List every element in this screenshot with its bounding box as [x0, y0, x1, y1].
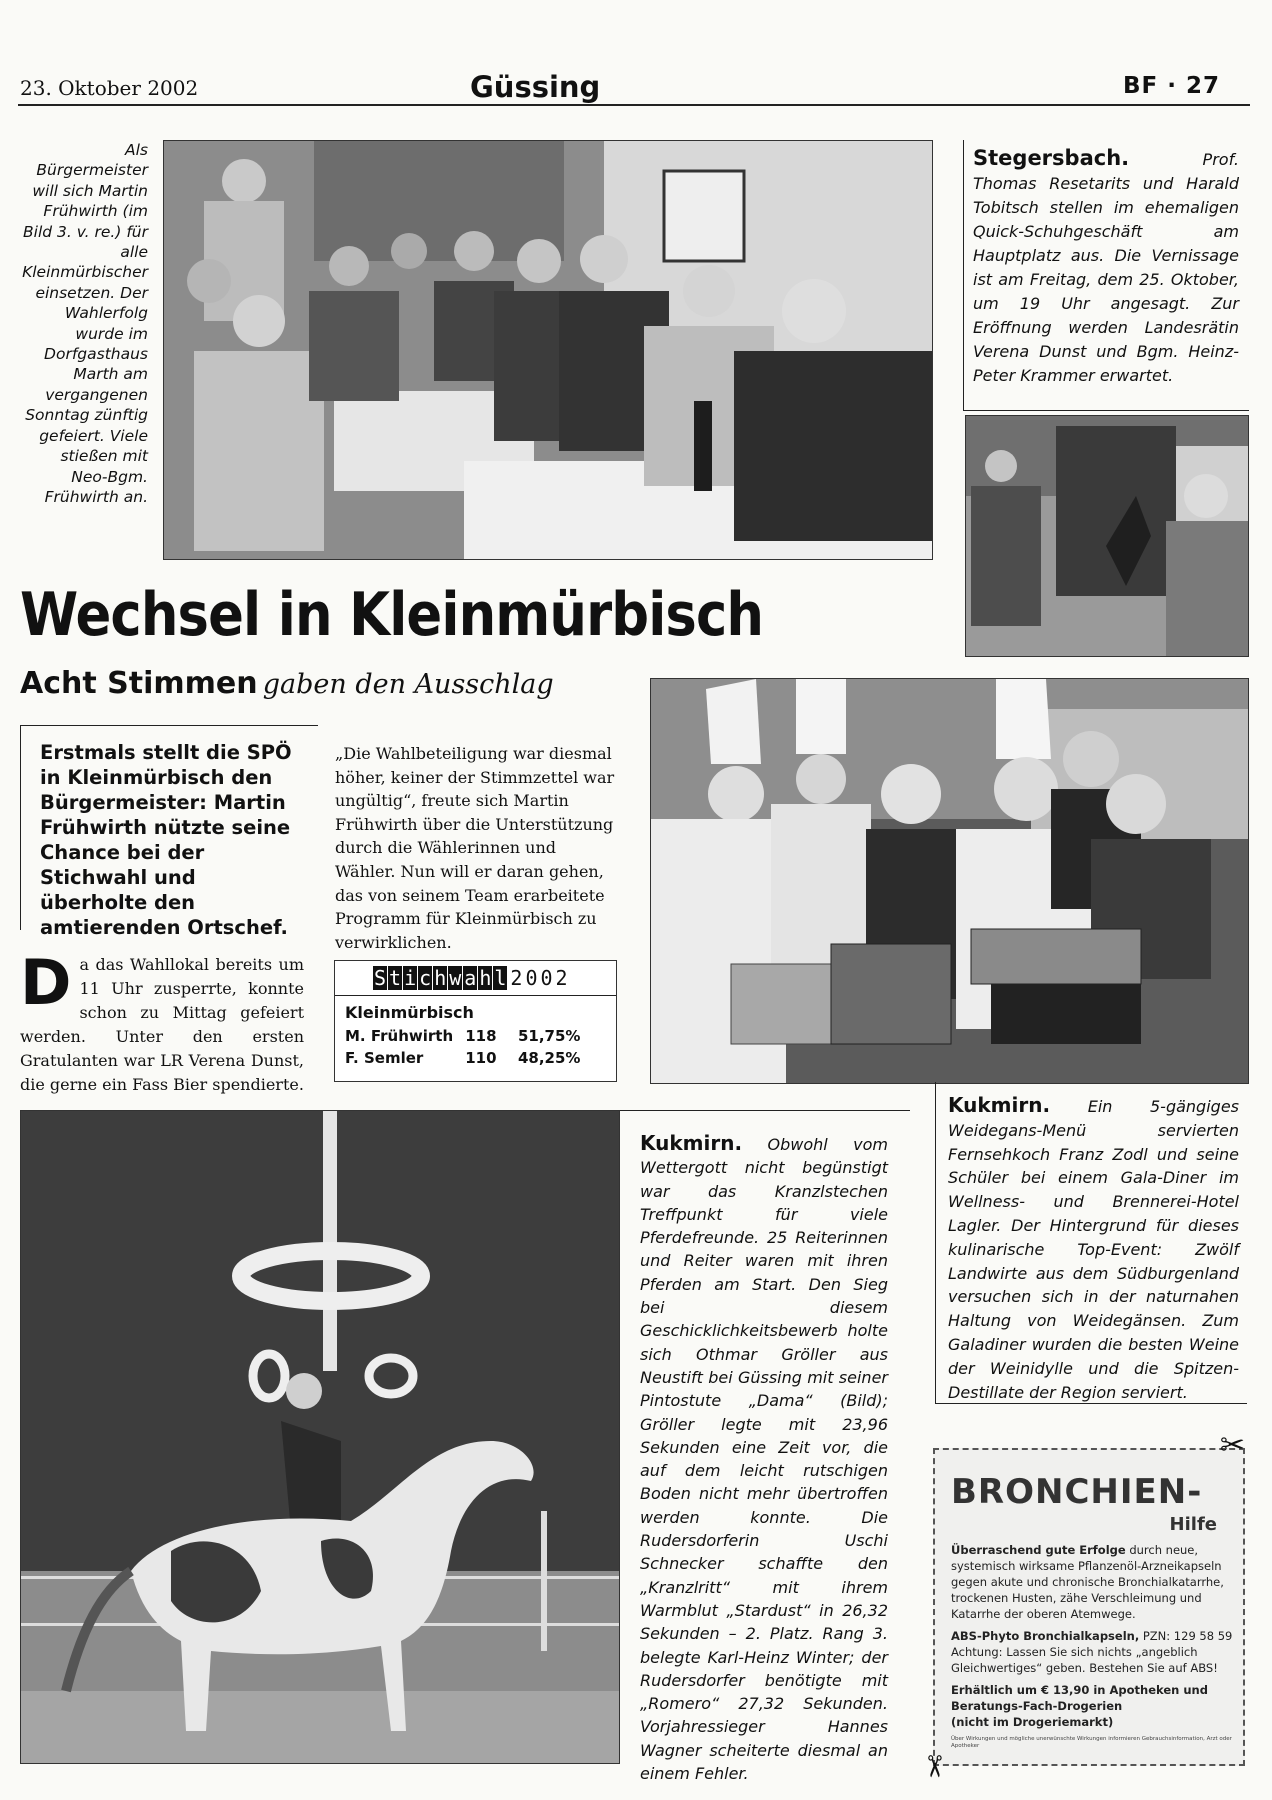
subheadline — [20, 666, 554, 701]
ad-paragraph-1 — [951, 1542, 1236, 1622]
candidate-name: M. Frühwirth — [345, 1027, 454, 1045]
stichwahl-row — [345, 1027, 595, 1045]
candidate-votes: 118 — [465, 1027, 497, 1045]
kukmirn2-place: Kukmirn. — [948, 1093, 1051, 1117]
ad-subtitle: Hilfe — [1169, 1514, 1217, 1535]
stichwahl-year: 2002 — [510, 966, 571, 990]
candidate-name: F. Semler — [345, 1049, 424, 1067]
article-body-1 — [20, 946, 304, 1097]
stichwahl-letter: c — [419, 966, 432, 990]
ad-p2-text: PZN: 129 58 59 — [1142, 1629, 1233, 1643]
kukmirn2-box — [935, 1082, 1247, 1404]
stichwahl-divider — [335, 995, 616, 996]
paper-name: BF — [1123, 73, 1159, 99]
kukmirn1-article — [640, 1132, 888, 1785]
celebration-photo — [163, 140, 933, 560]
stegersbach-photo — [965, 415, 1249, 657]
ad-paragraph-2 — [951, 1628, 1236, 1644]
stichwahl-letter: S — [374, 966, 387, 990]
stegersbach-rule-bottom — [963, 410, 1249, 411]
stichwahl-title — [373, 966, 571, 990]
drop-cap: D — [20, 946, 72, 1019]
candidate-pct: 48,25% — [517, 1049, 581, 1067]
ad-fineprint: Über Wirkungen und mögliche unerwünschte Wirkungen informieren Gebrauchsinformation, Arzt oder Apotheker — [951, 1736, 1232, 1749]
kukmirn1-rule-top — [620, 1110, 910, 1111]
stegersbach-rule-left — [963, 140, 964, 410]
stegersbach-body: Prof. Thomas Resetarits und Harald Tobitsch stellen im ehemaligen Quick-Schuhgeschäft am Hauptplatz aus. Die Vernissage ist am Freitag, dem 25. Oktober, um 19 Uhr angesagt. Zur Eröffnung werden Landesrätin Verena Dunst und Bgm. Heinz-Peter Krammer erwartet. — [973, 150, 1239, 385]
lead-rule-left — [20, 725, 21, 930]
subhead-italic: gaben den Ausschlag — [262, 669, 554, 700]
stichwahl-box — [334, 960, 617, 1082]
ad-p1-bold: Überraschend gute Erfolge — [951, 1543, 1126, 1557]
stichwahl-row — [345, 1049, 595, 1067]
stichwahl-letter: a — [464, 966, 477, 990]
header-rule — [18, 104, 1250, 106]
kukmirn1-place: Kukmirn. — [640, 1131, 743, 1155]
scissors-icon-top: ✂ — [1219, 1428, 1245, 1463]
stichwahl-place: Kleinmürbisch — [345, 1003, 474, 1022]
photo-caption: Als Bürgermeister will sich Martin Frühwirth (im Bild 3. v. re.) für alle Kleinmürbischer einsetzen. Der Wahlerfolg wurde im Dorfgasthaus Marth am vergangenen Sonntag zünftig gefeiert. Viele stießen mit Neo-Bgm. Frühwirth an. — [22, 141, 148, 506]
bronchien-ad — [916, 1428, 1245, 1780]
stichwahl-letter: h — [434, 966, 447, 990]
ad-title: BRONCHIEN- — [951, 1472, 1203, 1512]
ad-body — [951, 1542, 1236, 1750]
ad-p1-text: durch neue, systemisch wirksame Pflanzenöl-Arzneikapseln gegen akute und chronische Bronchialkatarrhe, trockenen Husten, zähe Verschleimung und Katarrhe der oberen Atemwege. — [951, 1543, 1224, 1621]
ad-paragraph-4: Erhältlich um € 13,90 in Apotheken und Beratungs-Fach-Drogerien — [951, 1683, 1208, 1713]
candidate-votes: 110 — [465, 1049, 497, 1067]
article-body-2: „Die Wahlbeteiligung war diesmal höher, keiner der Stimmzettel war ungültig“, freute sich Martin Frühwirth über die Unterstützung durch die Wählerinnen und Wähler. Nun will er daran gehen, das von seinem Team erarbeitete Programm für Kleinmürbisch zu verwirklichen. — [335, 744, 615, 952]
page-number — [1123, 73, 1220, 99]
headline: Wechsel in Kleinmürbisch — [20, 580, 764, 650]
lead-paragraph: Erstmals stellt die SPÖ in Kleinmürbisch den Bürgermeister: Martin Frühwirth nützte seine Chance bei der Stichwahl und überholte den amtierenden Ortschef. — [40, 741, 292, 939]
stichwahl-letter: l — [494, 966, 507, 990]
body-1-text: a das Wahllokal bereits um 11 Uhr zusperrte, konnte schon zu Mittag gefeiert werden. Unter den ersten Gratulanten war LR Verena Dunst, die gerne ein Fass Bier spendierte. — [20, 955, 304, 1094]
scissors-icon-bottom: ✂ — [916, 1753, 952, 1780]
candidate-pct: 51,75% — [517, 1027, 581, 1045]
horse-photo — [20, 1110, 620, 1764]
kukmirn2-body: Ein 5-gängiges Weidegans-Menü servierten Fernsehkoch Franz Zodl und seine Schüler bei einem Gala-Diner im Wellness- und Brennerei-Hotel Lagler. Der Hintergrund für dieses kulinarische Top-Event: Zwölf Landwirte aus dem Südburgenland versuchen sich in der naturnahen Haltung von Weidegänsen. Zum Galadiner wurden die besten Weine der Weinidylle und die Spitzen-Destillate der Region serviert. — [948, 1097, 1239, 1402]
kukmirn1-body: Obwohl vom Wettergott nicht begünstigt war das Kranzlstechen Treffpunkt für viele Pferdefreunde. 25 Reiterinnen und Reiter waren mit ihren Pferden am Start. Den Sieg bei diesem Geschicklichkeitsbewerb holte sich Othmar Gröller aus Neustift bei Güssing mit seiner Pintostute „Dama“ (Bild); Gröller legte mit 23,96 Sekunden eine Zeit vor, die auf dem leicht rutschigen Boden nicht mehr übertroffen werden konnte. Die Rudersdorferin Uschi Schnecker schaffte den „Kranzlritt“ mit ihrem Warmblut „Stardust“ in 26,32 Sekunden – 2. Platz. Rang 3. belegte Karl-Heinz Winter; der Rudersdorfer benötigte mit „Romero“ 27,32 Sekunden. Vorjahressieger Hannes Wagner scheiterte diesmal an einem Fehler. — [640, 1135, 888, 1784]
lead-rule-top — [20, 725, 318, 726]
page-date: 23. Oktober 2002 — [20, 76, 199, 100]
page-num-value: 27 — [1186, 73, 1221, 99]
stegersbach-place: Stegersbach. — [973, 146, 1130, 170]
separator-dot: · — [1167, 73, 1178, 99]
stichwahl-letter: w — [449, 966, 462, 990]
ad-paragraph-5: (nicht im Drogeriemarkt) — [951, 1715, 1114, 1729]
ad-paragraph-3: Achtung: Lassen Sie sich nichts „angeblich Gleichwertiges“ geben. Bestehen Sie auf ABS! — [951, 1645, 1218, 1675]
chefs-photo — [650, 678, 1249, 1084]
stichwahl-letter: i — [404, 966, 417, 990]
stegersbach-text — [963, 140, 1247, 388]
kukmirn2-article — [936, 1082, 1247, 1404]
section-title: Güssing — [470, 70, 601, 104]
stichwahl-letter: h — [479, 966, 492, 990]
stichwahl-letter: t — [389, 966, 402, 990]
subhead-bold: Acht Stimmen — [20, 666, 258, 701]
stegersbach-box — [963, 140, 1247, 410]
ad-p2-bold: ABS-Phyto Bronchialkapseln, — [951, 1629, 1140, 1643]
